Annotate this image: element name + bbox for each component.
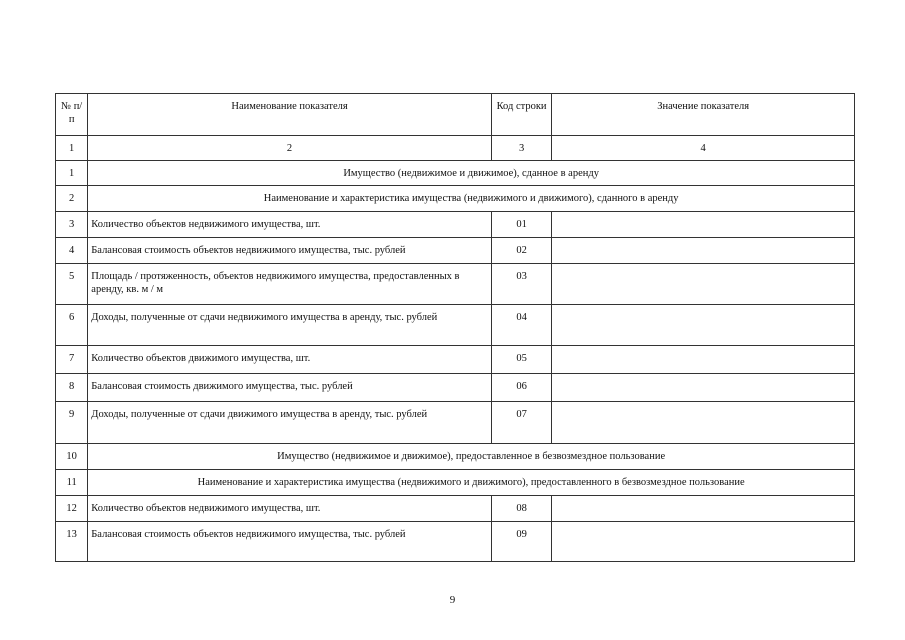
indicator-name: Доходы, полученные от сдачи движимого имущества в аренду, тыс. рублей: [88, 402, 492, 444]
page-number: 9: [449, 594, 456, 606]
section-row: [56, 444, 855, 470]
line-code: 04: [491, 305, 552, 346]
section-row: [56, 161, 855, 186]
table-row: [56, 212, 855, 238]
indicator-value-cell[interactable]: [552, 374, 855, 402]
line-code: 05: [491, 346, 552, 374]
column-index-cell: 1: [56, 136, 88, 161]
row-number: 11: [56, 470, 88, 496]
header-code: Код строки: [491, 94, 552, 136]
row-number: 6: [56, 305, 88, 346]
column-index-cell: 2: [88, 136, 492, 161]
row-number: 12: [56, 496, 88, 522]
table-row: [56, 402, 855, 444]
row-number: 9: [56, 402, 88, 444]
line-code: 03: [491, 264, 552, 305]
indicator-name: Количество объектов недвижимого имущества, шт.: [88, 212, 492, 238]
indicator-name: Доходы, полученные от сдачи недвижимого имущества в аренду, тыс. рублей: [88, 305, 492, 346]
indicator-value-cell[interactable]: [552, 402, 855, 444]
section-title: Имущество (недвижимое и движимое), предоставленное в безвозмездное пользование: [88, 444, 855, 470]
indicator-name: Количество объектов движимого имущества, шт.: [88, 346, 492, 374]
indicator-name: Балансовая стоимость объектов недвижимого имущества, тыс. рублей: [88, 522, 492, 562]
column-index-cell: 4: [552, 136, 855, 161]
row-number: 2: [56, 186, 88, 212]
indicator-value-cell[interactable]: [552, 346, 855, 374]
row-number: 7: [56, 346, 88, 374]
row-number: 1: [56, 161, 88, 186]
section-row: [56, 470, 855, 496]
indicator-value-cell[interactable]: [552, 212, 855, 238]
indicator-value-cell[interactable]: [552, 238, 855, 264]
line-code: 09: [491, 522, 552, 562]
indicator-value-cell[interactable]: [552, 305, 855, 346]
table-row: [56, 374, 855, 402]
column-index-cell: 3: [491, 136, 552, 161]
row-number: 5: [56, 264, 88, 305]
section-title: Наименование и характеристика имущества (недвижимого и движимого), предоставленного в безвозмездное пользование: [88, 470, 855, 496]
row-number: 10: [56, 444, 88, 470]
line-code: 07: [491, 402, 552, 444]
table-row: [56, 238, 855, 264]
indicator-name: Балансовая стоимость объектов недвижимого имущества, тыс. рублей: [88, 238, 492, 264]
indicator-value-cell[interactable]: [552, 522, 855, 562]
line-code: 01: [491, 212, 552, 238]
header-num: № п/п: [56, 94, 88, 136]
line-code: 08: [491, 496, 552, 522]
table-header-row: [56, 94, 855, 136]
header-name: Наименование показателя: [88, 94, 492, 136]
table-row: [56, 522, 855, 562]
table-row: [56, 496, 855, 522]
section-title: Наименование и характеристика имущества (недвижимого и движимого), сданного в аренду: [88, 186, 855, 212]
table-row: [56, 264, 855, 305]
indicator-value-cell[interactable]: [552, 496, 855, 522]
line-code: 06: [491, 374, 552, 402]
row-number: 3: [56, 212, 88, 238]
section-row: [56, 186, 855, 212]
indicator-name: Площадь / протяженность, объектов недвижимого имущества, предоставленных в аренду, кв. м / м: [88, 264, 492, 305]
row-number: 13: [56, 522, 88, 562]
table-row: [56, 305, 855, 346]
row-number: 4: [56, 238, 88, 264]
indicator-value-cell[interactable]: [552, 264, 855, 305]
section-title: Имущество (недвижимое и движимое), сданное в аренду: [88, 161, 855, 186]
row-number: 8: [56, 374, 88, 402]
indicator-name: Балансовая стоимость движимого имущества, тыс. рублей: [88, 374, 492, 402]
indicator-table: [55, 93, 855, 562]
column-index-row: [56, 136, 855, 161]
header-value: Значение показателя: [552, 94, 855, 136]
line-code: 02: [491, 238, 552, 264]
table-row: [56, 346, 855, 374]
indicator-name: Количество объектов недвижимого имущества, шт.: [88, 496, 492, 522]
